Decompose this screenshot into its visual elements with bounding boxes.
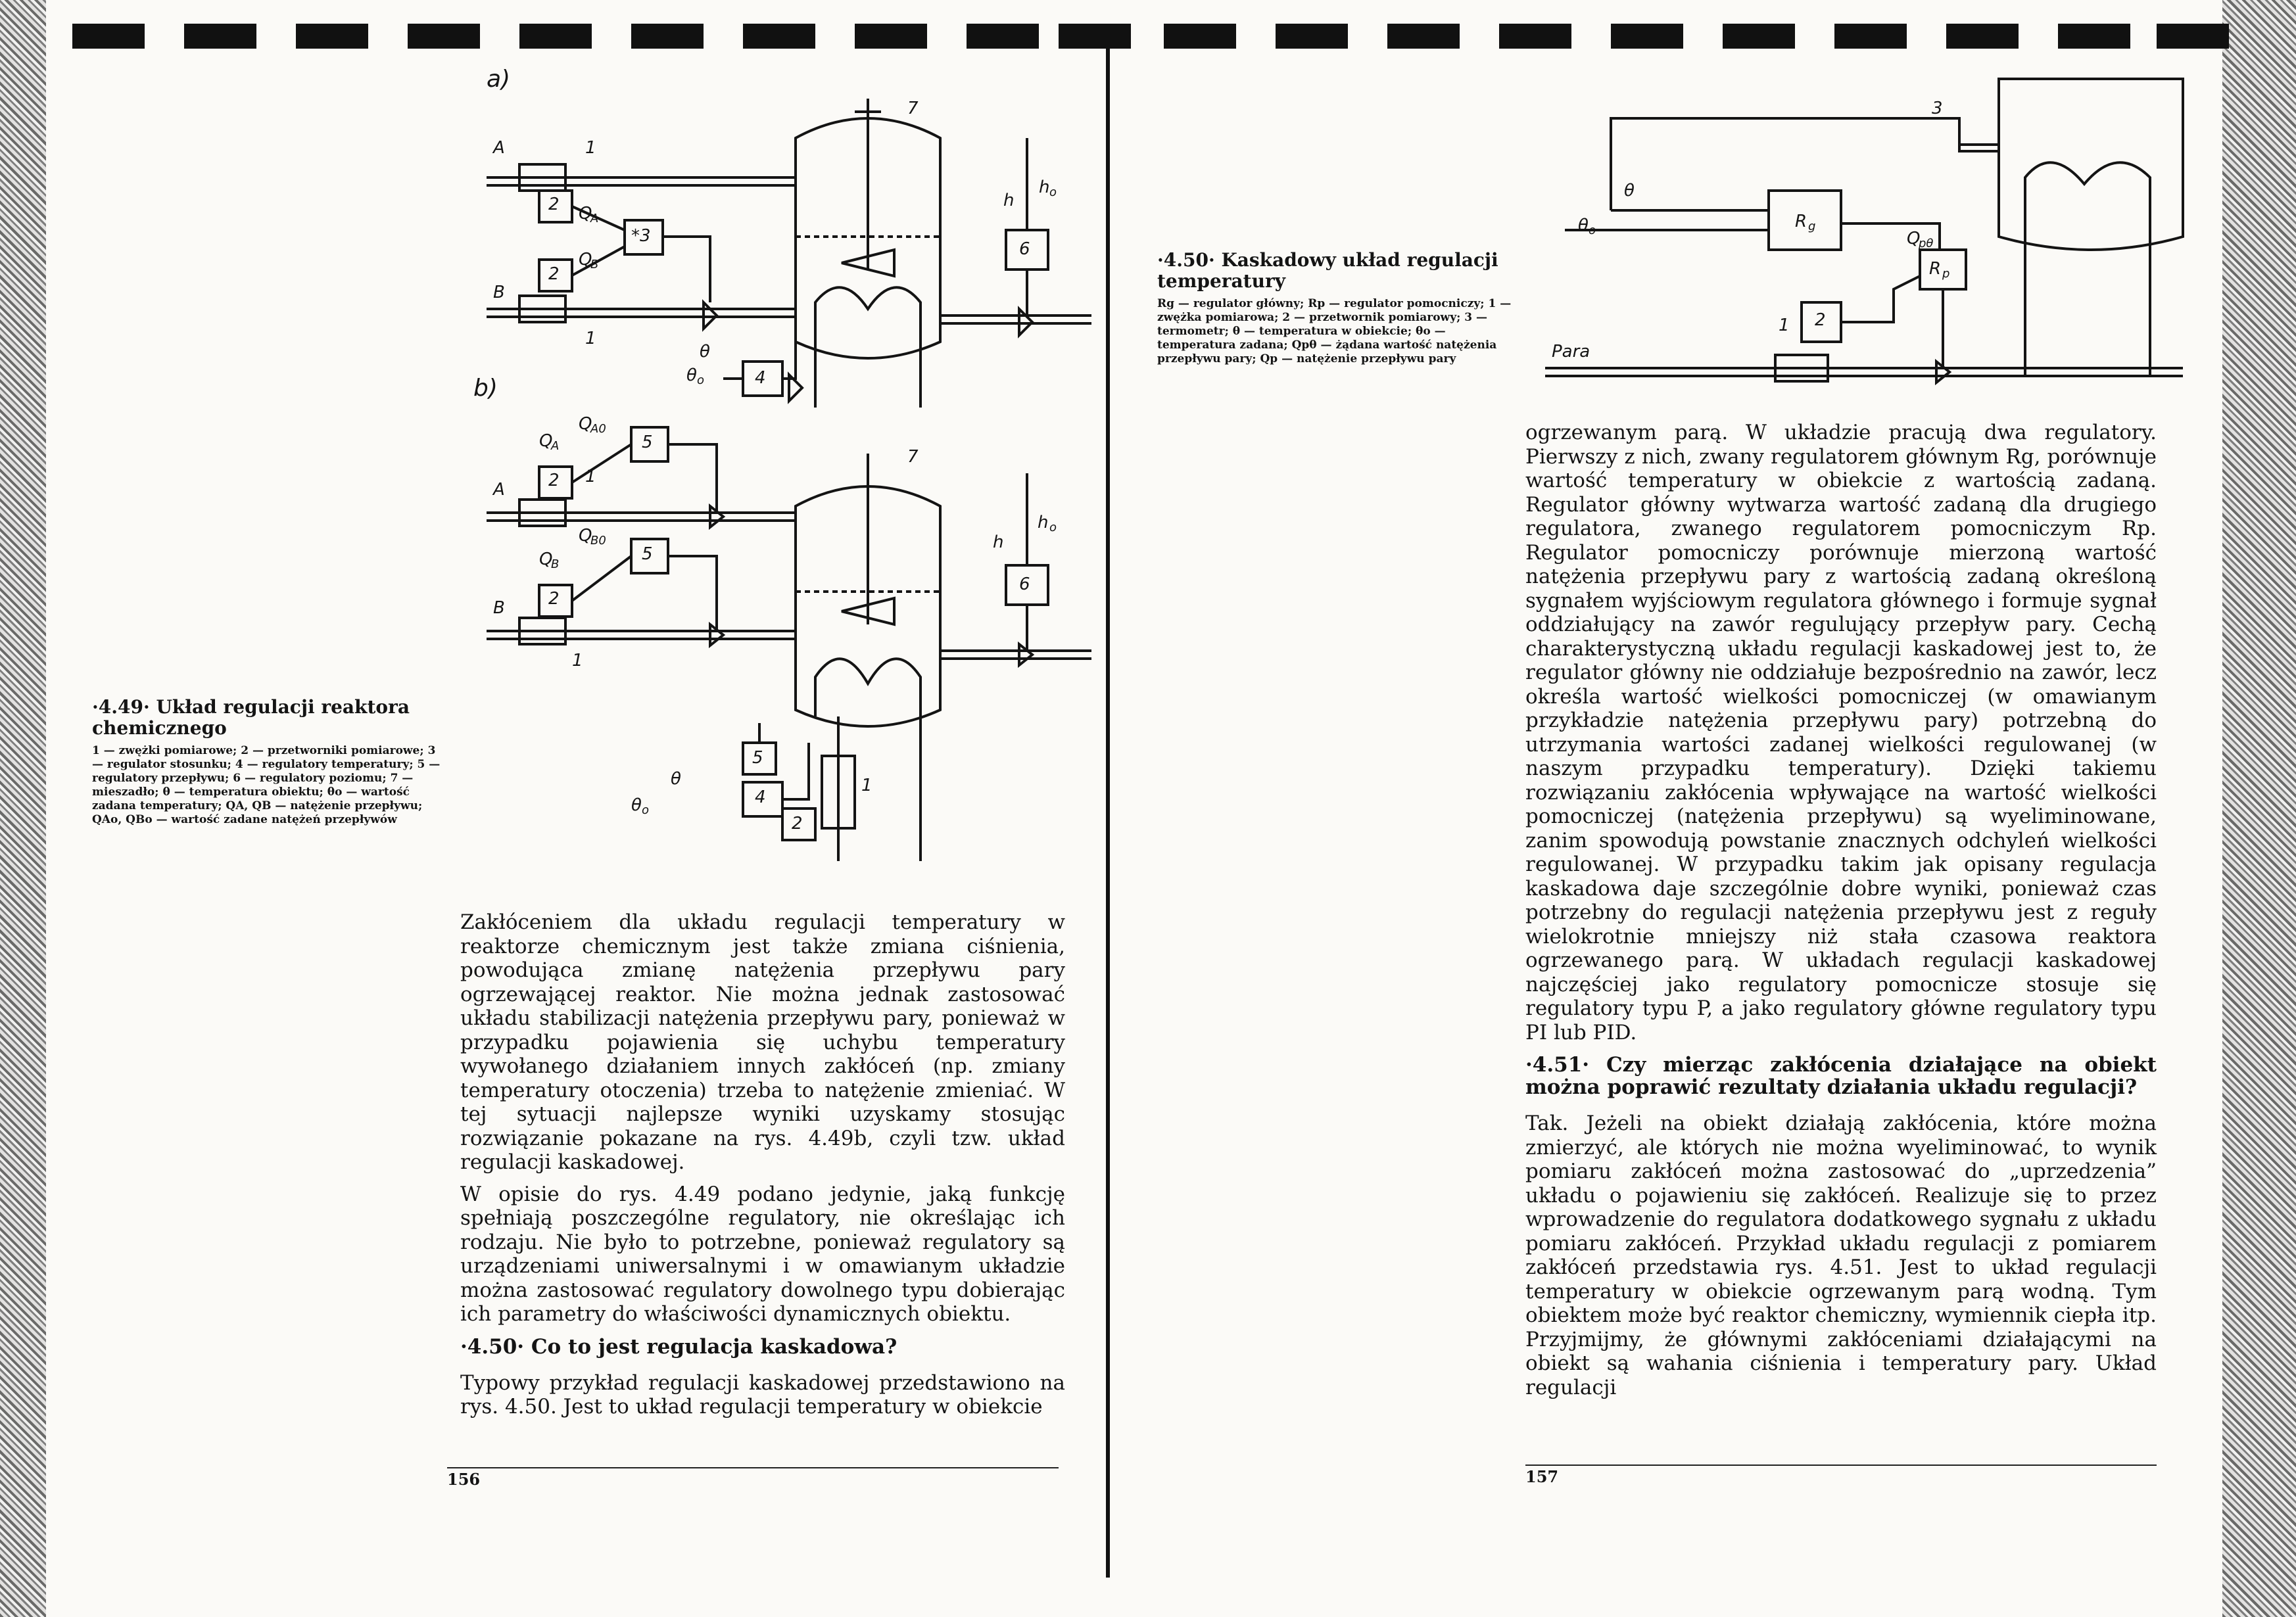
b-callout: θ — [671, 769, 681, 789]
panel-a-label: a) — [487, 66, 511, 93]
a-callout: A — [493, 138, 505, 158]
b-callout: B — [551, 557, 560, 571]
b-callout: A0 — [590, 422, 606, 436]
panel-b-label: b) — [473, 375, 498, 402]
book-gutter — [1106, 26, 1110, 1578]
a-callout: 1 — [585, 329, 596, 348]
paragraph: W opisie do rys. 4.49 podano jedynie, jaką funkcję spełniają poszczególne regulatory, nie określając ich rodzaju. Nie było to potrzebne, ponieważ regulatory są urządzeniami uniwersalnymi i w omawianym układzie można zastosować regulatory dowolnego typu dobierając ich parametry do właściwości dynamicznych obiektu. — [460, 1182, 1065, 1326]
a-callout: *3 — [631, 226, 651, 246]
f50-callout: 3 — [1932, 99, 1943, 118]
b-callout: o — [642, 803, 650, 817]
caption-title: ·4.50· Kaskadowy układ regulacji temperatury — [1157, 249, 1498, 292]
b-callout: 6 — [1019, 574, 1030, 594]
footer-rule — [1525, 1465, 2157, 1466]
paragraph: Tak. Jeżeli na obiekt działają zakłócenia, które można zmierzyć, ale których nie można wyeliminować, to wynik pomiaru zakłóceń można zastosować do „uprzedzenia” układu o pojawieniu się zakłóceń. Realizuje się to przez wprowadzenie do regulatora dodatkowego sygnału z układu pomiaru zakłóceń. Przykład układu regulacji z pomiarem zakłóceń przedstawia rys. 4.51. Jest to układ regulacji temperatury w obiekcie ogrzewanym parą wodną. Tym obiektem może być reaktor chemiczny, wymiennik ciepła itp. Przyjmijmy, że głównymi zakłóceniami działającymi na obiekt są wahania ciśnienia i temperatury pary. Układ regulacji — [1525, 1112, 2157, 1399]
b-callout: 5 — [752, 748, 763, 768]
figure-4-50-caption — [1157, 250, 1519, 366]
a-callout: 1 — [585, 138, 596, 158]
b-callout: Q — [539, 431, 553, 451]
footer-rule — [447, 1467, 1059, 1468]
caption-title: ·4.49· Układ regulacji reaktora chemicznego — [92, 696, 410, 739]
a-callout: Q — [579, 204, 592, 223]
a-callout: B — [590, 258, 599, 271]
f50-callout: pθ — [1919, 237, 1934, 250]
b-callout: 5 — [642, 433, 653, 452]
a-callout: h — [1039, 177, 1050, 197]
a-callout: B — [493, 283, 505, 302]
figure-4-49-a — [473, 66, 1105, 414]
a-callout: 7 — [907, 99, 919, 118]
b-callout: B — [493, 598, 505, 618]
b-callout: 1 — [861, 776, 873, 795]
f50-callout: 1 — [1779, 316, 1790, 335]
section-heading: ·4.51· Czy mierząc zakłócenia działające na obiekt można poprawić rezultaty działania układu regulacji? — [1525, 1053, 2157, 1099]
page-number: 157 — [1525, 1467, 1559, 1486]
figure-4-49-b — [473, 375, 1105, 874]
paragraph: ogrzewanym parą. W układzie pracują dwa regulatory. Pierwszy z nich, zwany regulatorem głównym Rg, porównuje wartość temperatury w obiekcie z wartością zadaną. Regulator główny wytwarza wartość zadaną dla drugiego regulatora, zwanego regulatorem pomocniczym Rp. Regulator pomocniczy porównuje mierzoną wartość natężenia przepływu pary z wartością zadaną określoną sygnałem wyjściowym regulatora głównego i formuje sygnał oddziałujący na zawór regulujący przepływ pary. Cechą charakterystyczną układu regulacji kaskadowej jest to, że regulator główny nie oddziałuje bezpośrednio na zawór, lecz określa wartość wielkości pomocniczej (w omawianym przykładzie natężenia przepływu pary) potrzebną do utrzymania wartości zadanej wielkości regulowanej (w naszym przypadku temperatury). Dzięki takiemu rozwiązaniu zakłócenia wpływające na wartość wielkości pomocniczej (natężenia przepływu) są wyeliminowane, zanim spowodują powstanie znacznych odchyleń wielkości regulowanej. W przypadku takim jak opisany regulacja kaskadowa daje szczególnie dobre wyniki, ponieważ czas potrzebny do regulacji natężenia przepływu jest z reguły wielokrotnie mniejszy niż stała czasowa reaktora ogrzewanego parą. W układach regulacji kaskadowej najczęściej jako regulatory pomocnicze stosuje się regulatory typu P, a jako regulatory główne regulatory typu PI lub PID. — [1525, 421, 2157, 1044]
f50-callout: θ — [1578, 216, 1589, 235]
b-callout: o — [1049, 521, 1057, 534]
a-callout: θ — [686, 365, 697, 385]
a-callout: A — [590, 212, 599, 225]
b-callout: Q — [539, 550, 553, 569]
b-callout: Q — [579, 414, 592, 434]
a-callout: 6 — [1019, 239, 1030, 259]
left-body-text — [460, 910, 1065, 1427]
b-callout: A — [493, 480, 505, 500]
f50-callout: Para — [1552, 342, 1590, 362]
f50-callout: R — [1929, 259, 1942, 279]
right-page — [1111, 0, 2222, 1617]
a-callout: o — [1049, 185, 1057, 199]
paragraph: Typowy przykład regulacji kaskadowej przedstawiono na rys. 4.50. Jest to układ regulacji temperatury w obiekcie — [460, 1371, 1065, 1418]
b-callout: 2 — [548, 471, 560, 490]
f50-callout: Q — [1907, 229, 1921, 248]
a-callout: 4 — [755, 368, 766, 388]
figure-4-50 — [1525, 66, 2209, 408]
a-callout: Q — [579, 250, 592, 270]
f50-callout: θ — [1624, 181, 1635, 200]
a-callout: θ — [700, 342, 710, 362]
b-callout: 2 — [792, 814, 803, 833]
left-page — [0, 0, 1105, 1617]
page-number: 156 — [447, 1470, 481, 1489]
b-callout: 1 — [572, 651, 583, 670]
f50-callout: 2 — [1815, 310, 1826, 330]
caption-legend: Rg — regulator główny; Rp — regulator pomocniczy; 1 — zwężka pomiarowa; 2 — przetwornik pomiarowy; 3 — termometr; θ — temperatura w obiekcie; θo — temperatura zadana; Qpθ — żądana wartość natężenia przepływu pary; Qp — natężenie przepływu pary — [1157, 297, 1512, 365]
a-callout: 2 — [548, 264, 560, 284]
f50-callout: R — [1795, 212, 1807, 231]
scan-edge-right — [2222, 0, 2296, 1617]
f50-callout: p — [1942, 267, 1950, 281]
b-callout: 7 — [907, 447, 919, 467]
right-body-text — [1525, 421, 2157, 1407]
a-callout: o — [697, 373, 705, 387]
b-callout: 2 — [548, 589, 560, 609]
f50-callout: o — [1589, 223, 1596, 237]
caption-legend: 1 — zwężki pomiarowe; 2 — przetworniki pomiarowe; 3 — regulator stosunku; 4 — regulatory temperatury; 5 — regulatory przepływu; 6 — regulatory poziomu; 7 — mieszadło; θ — temperatura obiektu; θo — wartość zadana temperatury; QA, QB — natężenie przepływu; QAo, QBo — wartość zadane natężeń przepływów — [92, 744, 441, 826]
b-callout: h — [993, 532, 1004, 552]
b-callout: A — [551, 439, 560, 453]
section-heading: ·4.50· Co to jest regulacja kaskadowa? — [460, 1334, 897, 1359]
f50-callout: g — [1808, 220, 1816, 233]
b-callout: B0 — [590, 534, 606, 548]
paragraph: Zakłóceniem dla układu regulacji temperatury w reaktorze chemicznym jest także zmiana ciśnienia, powodująca zmianę natężenia przepływu pary ogrzewającej reaktor. Nie można jednak zastosować układu stabilizacji natężenia przepływu pary, ponieważ w przypadku pojawienia się uchybu temperatury wywołanego działaniem innych zakłóceń (np. zmiany temperatury otoczenia) trzeba to natężenie zmieniać. W tej sytuacji najlepsze wyniki uzyskamy stosując rozwiązanie pokazane na rys. 4.49b, czyli tzw. układ regulacji kaskadowej. — [460, 910, 1065, 1174]
a-callout: h — [1003, 191, 1015, 210]
a-callout: 2 — [548, 195, 560, 214]
b-callout: 5 — [642, 544, 653, 564]
b-callout: Q — [579, 526, 592, 546]
figure-4-49-caption — [92, 697, 441, 827]
b-callout: h — [1038, 513, 1049, 532]
b-callout: θ — [631, 795, 642, 815]
b-callout: 1 — [585, 467, 596, 486]
b-callout: 4 — [755, 787, 766, 807]
